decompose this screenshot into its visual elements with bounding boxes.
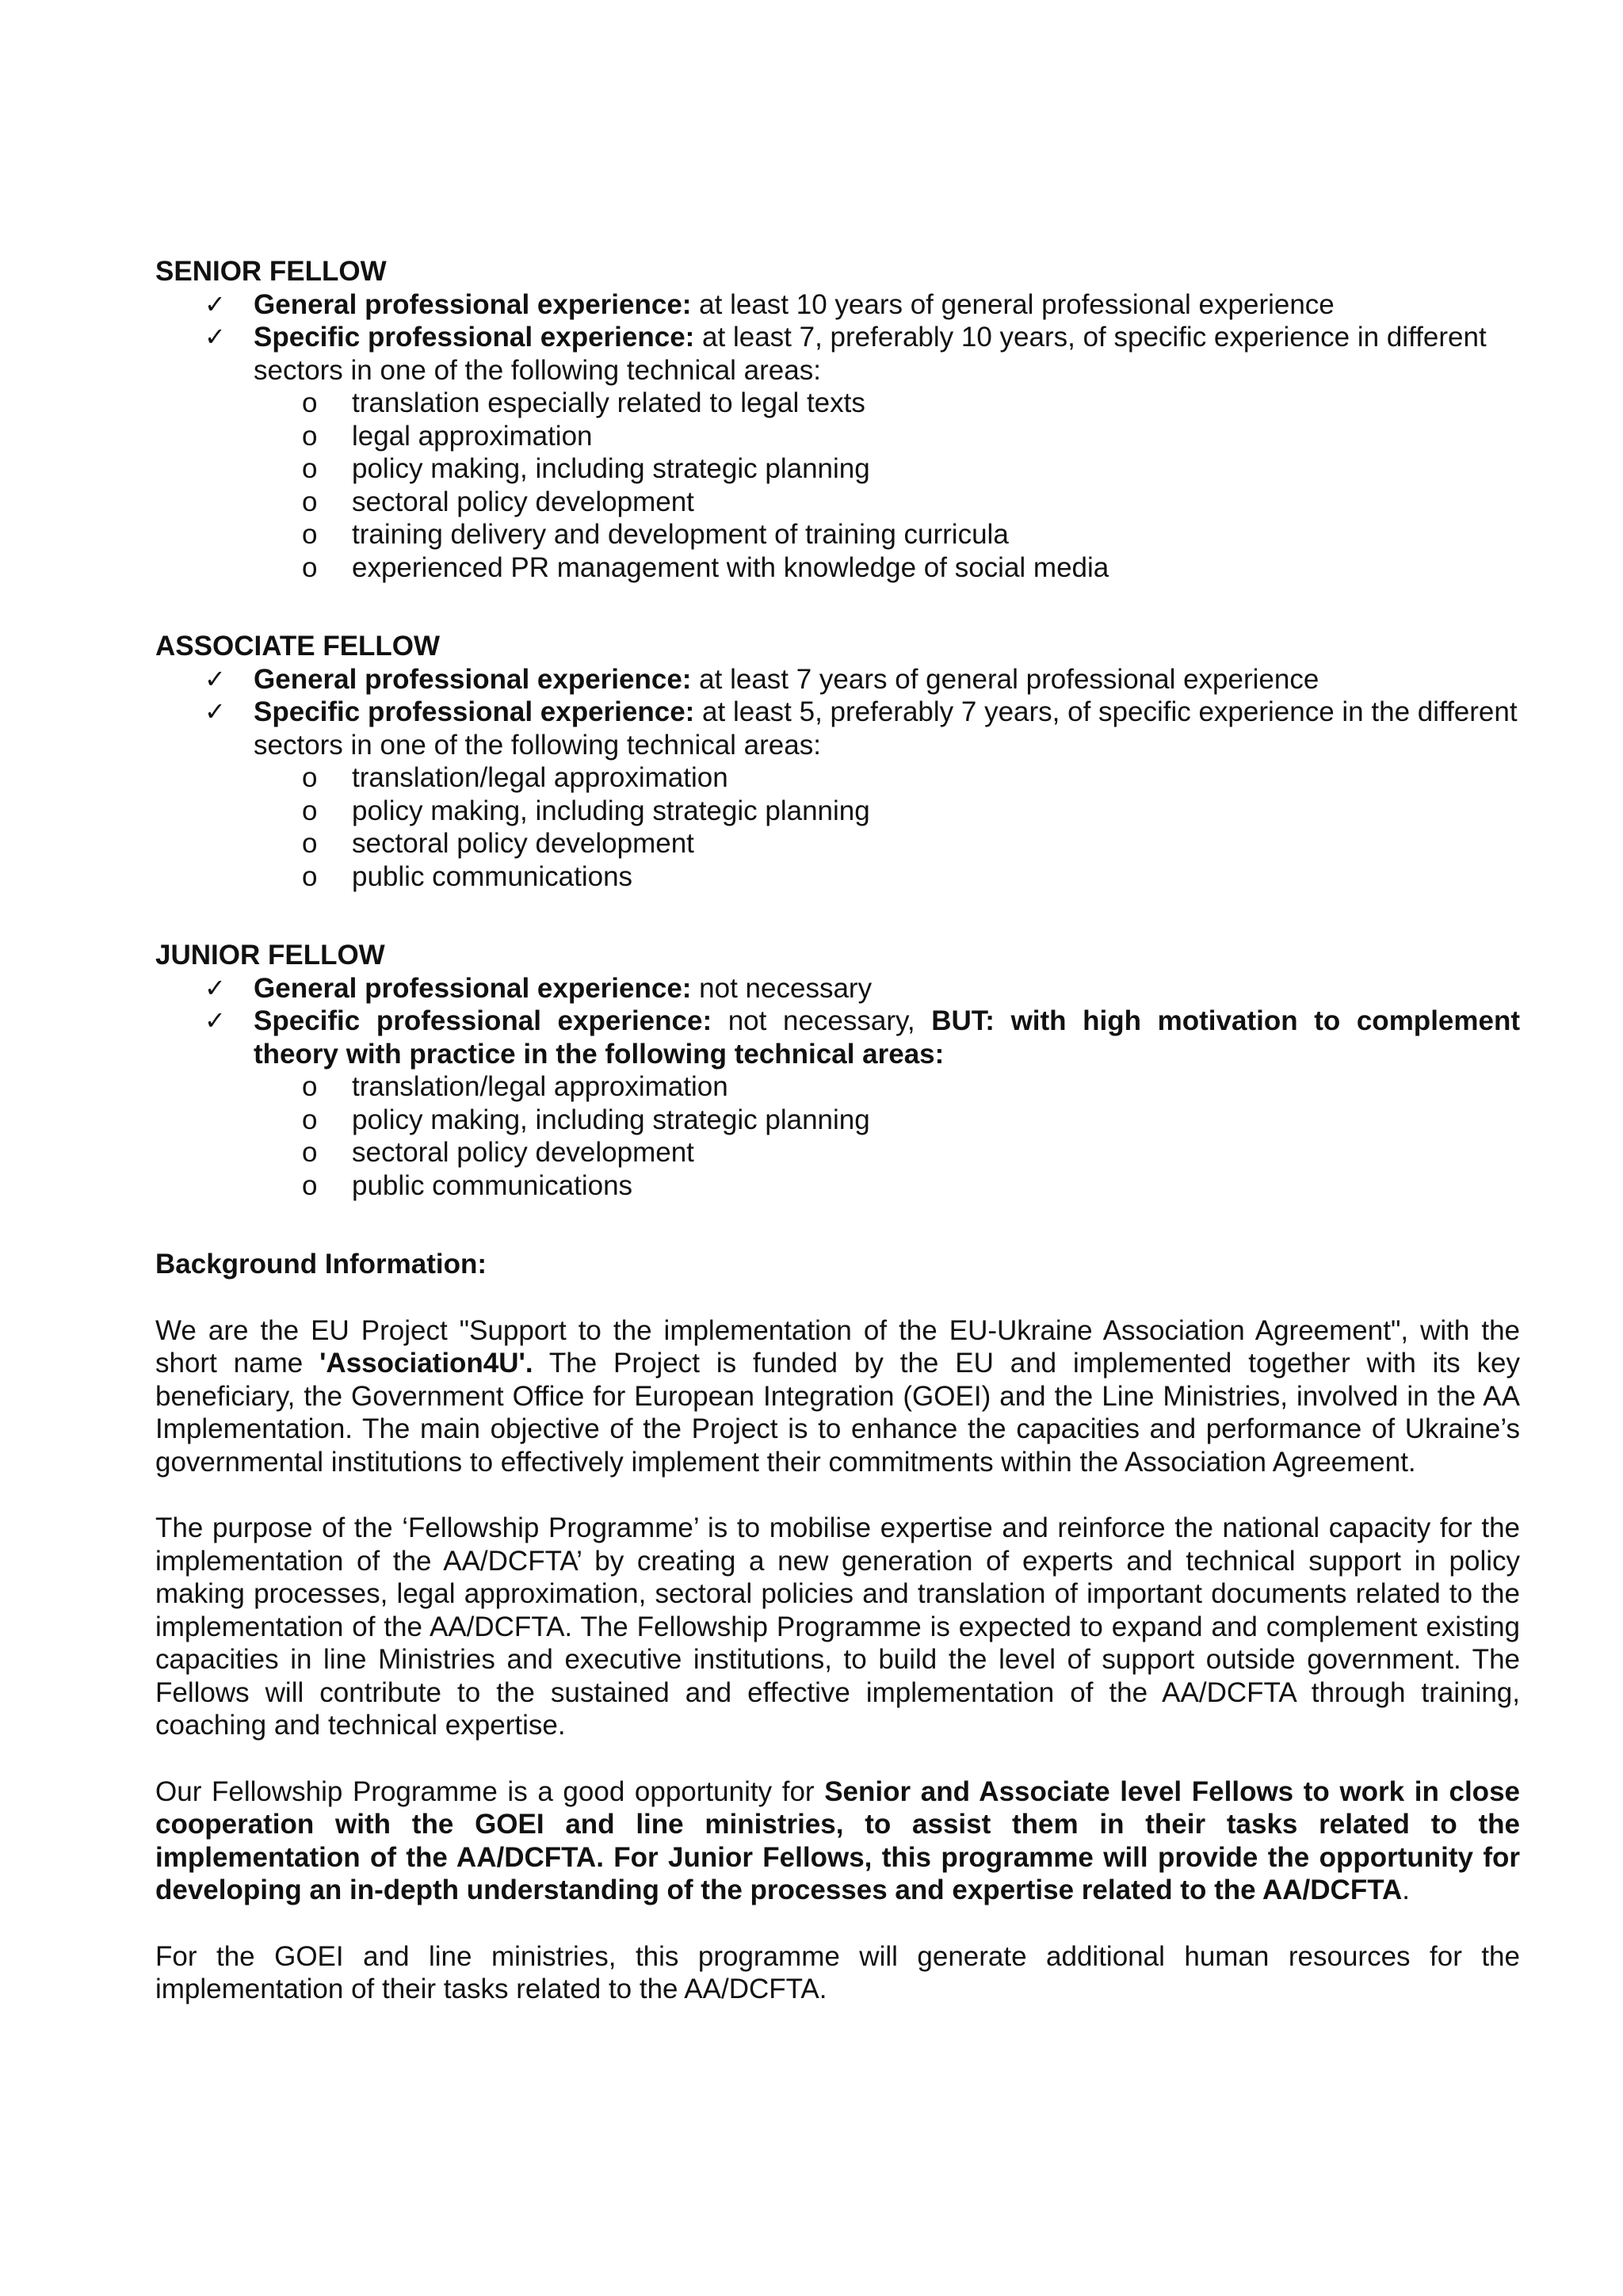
list-item: o public communications: [302, 860, 633, 892]
general-label: General professional experience:: [254, 972, 692, 1004]
senior-general-requirement: [155, 288, 1520, 322]
bullet-icon: o: [302, 762, 318, 793]
junior-fellow-section: [155, 939, 1520, 1202]
associate-fellow-title: ASSOCIATE FELLOW: [155, 631, 441, 662]
associate-specific-requirement: [155, 696, 1520, 761]
specific-text: at least 5, preferably 7 years, of specific experience in the different sectors in one of the following technical areas:: [254, 696, 1518, 761]
general-label: General professional experience:: [254, 288, 692, 320]
senior-fellow-section: [155, 255, 1520, 584]
bullet-icon: o: [302, 519, 318, 550]
background-title: Background Information:: [155, 1249, 487, 1280]
checkmark-icon: ✓: [204, 1005, 226, 1035]
associate-areas-list: [155, 761, 1520, 893]
list-item: o policy making, including strategic planning: [302, 795, 870, 826]
bullet-icon: o: [302, 420, 318, 452]
specific-label: Specific professional experience:: [254, 322, 695, 353]
bullet-icon: o: [302, 453, 318, 484]
list-item: o experienced PR management with knowledge of social media: [302, 551, 1109, 583]
associate-requirements-list: [155, 663, 1520, 762]
general-text: at least 7 years of general professional experience: [691, 663, 1319, 695]
list-item: o translation/legal approximation: [302, 1071, 728, 1102]
list-item: o public communications: [302, 1169, 633, 1201]
associate-fellow-section: [155, 630, 1520, 893]
general-text: not necessary: [691, 972, 873, 1004]
bullet-icon: o: [302, 1137, 318, 1168]
document-content: [155, 255, 1520, 2006]
bullet-icon: o: [302, 860, 318, 892]
bullet-icon: o: [302, 1104, 318, 1135]
background-paragraph-4: For the GOEI and line ministries, this programme will generate additional human resources for the implementation of their tasks related to the AA/DCFTA.: [155, 1940, 1520, 2004]
checkmark-icon: ✓: [204, 972, 226, 1003]
specific-text: not necessary,: [712, 1005, 932, 1036]
checkmark-icon: ✓: [204, 322, 226, 352]
list-item: o policy making, including strategic planning: [302, 1104, 870, 1135]
junior-requirements-list: [155, 972, 1520, 1071]
bullet-icon: o: [302, 795, 318, 826]
list-item: o sectoral policy development: [302, 828, 694, 859]
list-item: o translation/legal approximation: [302, 762, 728, 793]
associate-general-requirement: [155, 663, 1520, 696]
list-item: o sectoral policy development: [302, 486, 694, 517]
bullet-icon: o: [302, 486, 318, 517]
bullet-icon: o: [302, 387, 318, 418]
specific-text: at least 7, preferably 10 years, of specific experience in different sectors in one of the following technical areas:: [254, 322, 1487, 386]
bullet-icon: o: [302, 828, 318, 859]
general-label: General professional experience:: [254, 663, 692, 695]
bullet-icon: o: [302, 551, 318, 583]
junior-general-requirement: [155, 972, 1520, 1005]
junior-specific-requirement: [155, 1005, 1520, 1070]
checkmark-icon: ✓: [204, 288, 226, 319]
specific-label: Specific professional experience:: [254, 696, 695, 727]
background-paragraph-2: The purpose of the ‘Fellowship Programme’ is to mobilise expertise and reinforce the national capacity for the implementation of the AA/DCFTA’ by creating a new generation of experts and technical support in policy making processes, legal approximation, sectoral policies and translation of important documents related to the implementation of the AA/DCFTA. The Fellowship Programme is expected to expand and complement existing capacities in line Ministries and executive institutions, to build the level of support outside government. The Fellows will contribute to the sustained and effective implementation of the AA/DCFTA through training, coaching and technical expertise.: [155, 1512, 1520, 1741]
list-item: o training delivery and development of training curricula: [302, 519, 1009, 550]
senior-requirements-list: [155, 288, 1520, 387]
specific-label: Specific professional experience:: [254, 1005, 712, 1036]
senior-fellow-title: SENIOR FELLOW: [155, 256, 387, 287]
bullet-icon: o: [302, 1169, 318, 1201]
list-item: o legal approximation: [302, 420, 593, 452]
senior-specific-requirement: [155, 321, 1520, 387]
list-item: o translation especially related to legal texts: [302, 387, 865, 418]
background-paragraph-1: We are the EU Project "Support to the implementation of the EU-Ukraine Association Agreement", with the short name 'Association4U'. The Project is funded by the EU and implemented together with its key beneficiary, the Government Office for European Integration (GOEI) and the Line Ministries, involved in the AA Implementation. The main objective of the Project is to enhance the capacities and performance of Ukraine’s governmental institutions to effectively implement their commitments within the Association Agreement.: [155, 1314, 1520, 1478]
list-item: o sectoral policy development: [302, 1137, 694, 1168]
checkmark-icon: ✓: [204, 663, 226, 694]
list-item: o policy making, including strategic planning: [302, 453, 870, 484]
background-paragraph-3: Our Fellowship Programme is a good opportunity for Senior and Associate level Fellows to work in close cooperation with the GOEI and line ministries, to assist them in their tasks related to the implementation of the AA/DCFTA. For Junior Fellows, this programme will provide the opportunity for developing an in-depth understanding of the processes and expertise related to the AA/DCFTA.: [155, 1775, 1520, 1905]
checkmark-icon: ✓: [204, 696, 226, 727]
junior-fellow-title: JUNIOR FELLOW: [155, 940, 385, 971]
specific-bold-text: BUT: with high motivation to complement theory with practice in the following technical areas:: [254, 1005, 1520, 1070]
background-section: [155, 1248, 1520, 2006]
junior-areas-list: [155, 1070, 1520, 1202]
bullet-icon: o: [302, 1071, 318, 1102]
general-text: at least 10 years of general professional experience: [691, 288, 1335, 320]
senior-areas-list: [155, 387, 1520, 584]
